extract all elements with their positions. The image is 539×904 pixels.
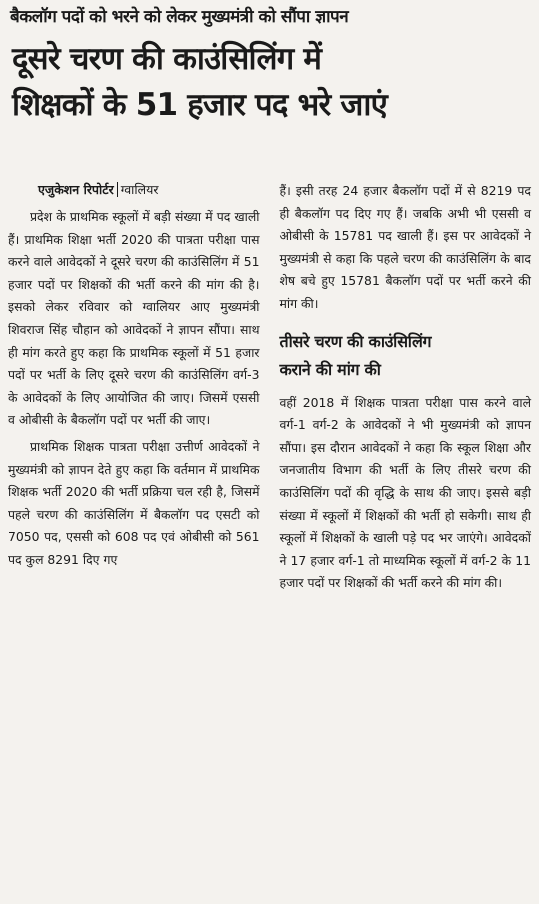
right-paragraph-2: वहीं 2018 में शिक्षक पात्रता परीक्षा पास करने वाले वर्ग-1 वर्ग-2 के आवेदकों ने भी मुख्यमंत्री को ज्ञापन सौंपा। इस दौरान आवेदकों ने कहा कि स्कूल शिक्षा और जनजातीय विभाग की भर्ती के लिए तीसरे चरण की काउंसिलिंग पदों की वृद्धि के साथ की जाए। इससे बड़ी संख्या में स्कूलों में शिक्षकों की भर्ती हो सकेगी। साथ ही स्कूलों में शिक्षकों के खाली पड़े पद भर जाएंगे। आवेदकों ने 17 हजार वर्ग-1 तो माध्यमिक स्कूलों में वर्ग-2 के 11 हजार पदों पर शिक्षकों की भर्ती करने की मांग की। (279, 394, 531, 591)
right-paragraph-1: हैं। इसी तरह 24 हजार बैकलॉग पदों में से 8219 पद ही बैकलॉग पद दिए गए हैं। जबकि अभी भी एससी व ओबीसी के 15781 पद खाली हैं। इस पर आवेदकों ने मुख्यमंत्री से कहा कि पहले चरण की काउंसिलिंग के बाद शेष बचे हुए 15781 बैकलॉग पदों पर भर्ती करने की मांग की। (279, 183, 531, 311)
main-headline (12, 36, 531, 128)
article-body (8, 180, 531, 595)
left-paragraph-1: प्रदेश के प्राथमिक स्कूलों में बड़ी संख्या में पद खाली हैं। प्राथमिक शिक्षा भर्ती 2020 की पात्रता परीक्षा पास करने वाले आवेदकों ने दूसरे चरण की काउंसिलिंग में 51 हजार पदों पर शिक्षकों की भर्ती करने की मांग की है। इसको लेकर रविवार को ग्वालियर आए मुख्यमंत्री शिवराज सिंह चौहान को आवेदकों ने ज्ञापन सौंपा। साथ ही मांग करते हुए कहा कि प्राथमिक स्कूलों में 51 हजार पदों पर भर्ती के लिए दूसरे चरण की काउंसिलिंग वर्ग-3 के आवेदकों के लिए आयोजित की जाए। जिसमें एससी व ओबीसी के बैकलॉग पदों पर भर्ती की जाए। (8, 209, 260, 428)
headline-line-1: दूसरे चरण की काउंसिलिंग में (12, 41, 322, 77)
headline-line-2: शिक्षकों के 51 हजार पद भरे जाएं (12, 87, 387, 123)
left-paragraph-2: प्राथमिक शिक्षक पात्रता परीक्षा उत्तीर्ण आवेदकों ने मुख्यमंत्री को ज्ञापन देते हुए कहा कि वर्तमान में प्राथमिक शिक्षक भर्ती 2020 की भर्ती प्रक्रिया चल रही है, जिसमें पहले चरण की काउंसिलिंग में बैकलॉग पद एसटी को 7050 पद, एससी को 608 पद एवं ओबीसी को 561 पद कुल 8291 दिए गए (8, 438, 260, 567)
subheading (280, 328, 532, 384)
byline-reporter: एजुकेशन रिपोर्टर (38, 182, 114, 197)
subheading-line-1: तीसरे चरण की काउंसिलिंग (279, 331, 432, 351)
newspaper-clipping (0, 4, 539, 904)
right-column (280, 180, 532, 595)
byline (38, 180, 260, 200)
left-column (8, 180, 260, 595)
subheading-line-2: कराने की मांग की (279, 359, 381, 379)
kicker-headline: बैकलॉग पदों को भरने को लेकर मुख्यमंत्री को सौंपा ज्ञापन (10, 7, 349, 27)
byline-divider (117, 182, 118, 197)
byline-city: ग्वालियर (120, 182, 159, 197)
